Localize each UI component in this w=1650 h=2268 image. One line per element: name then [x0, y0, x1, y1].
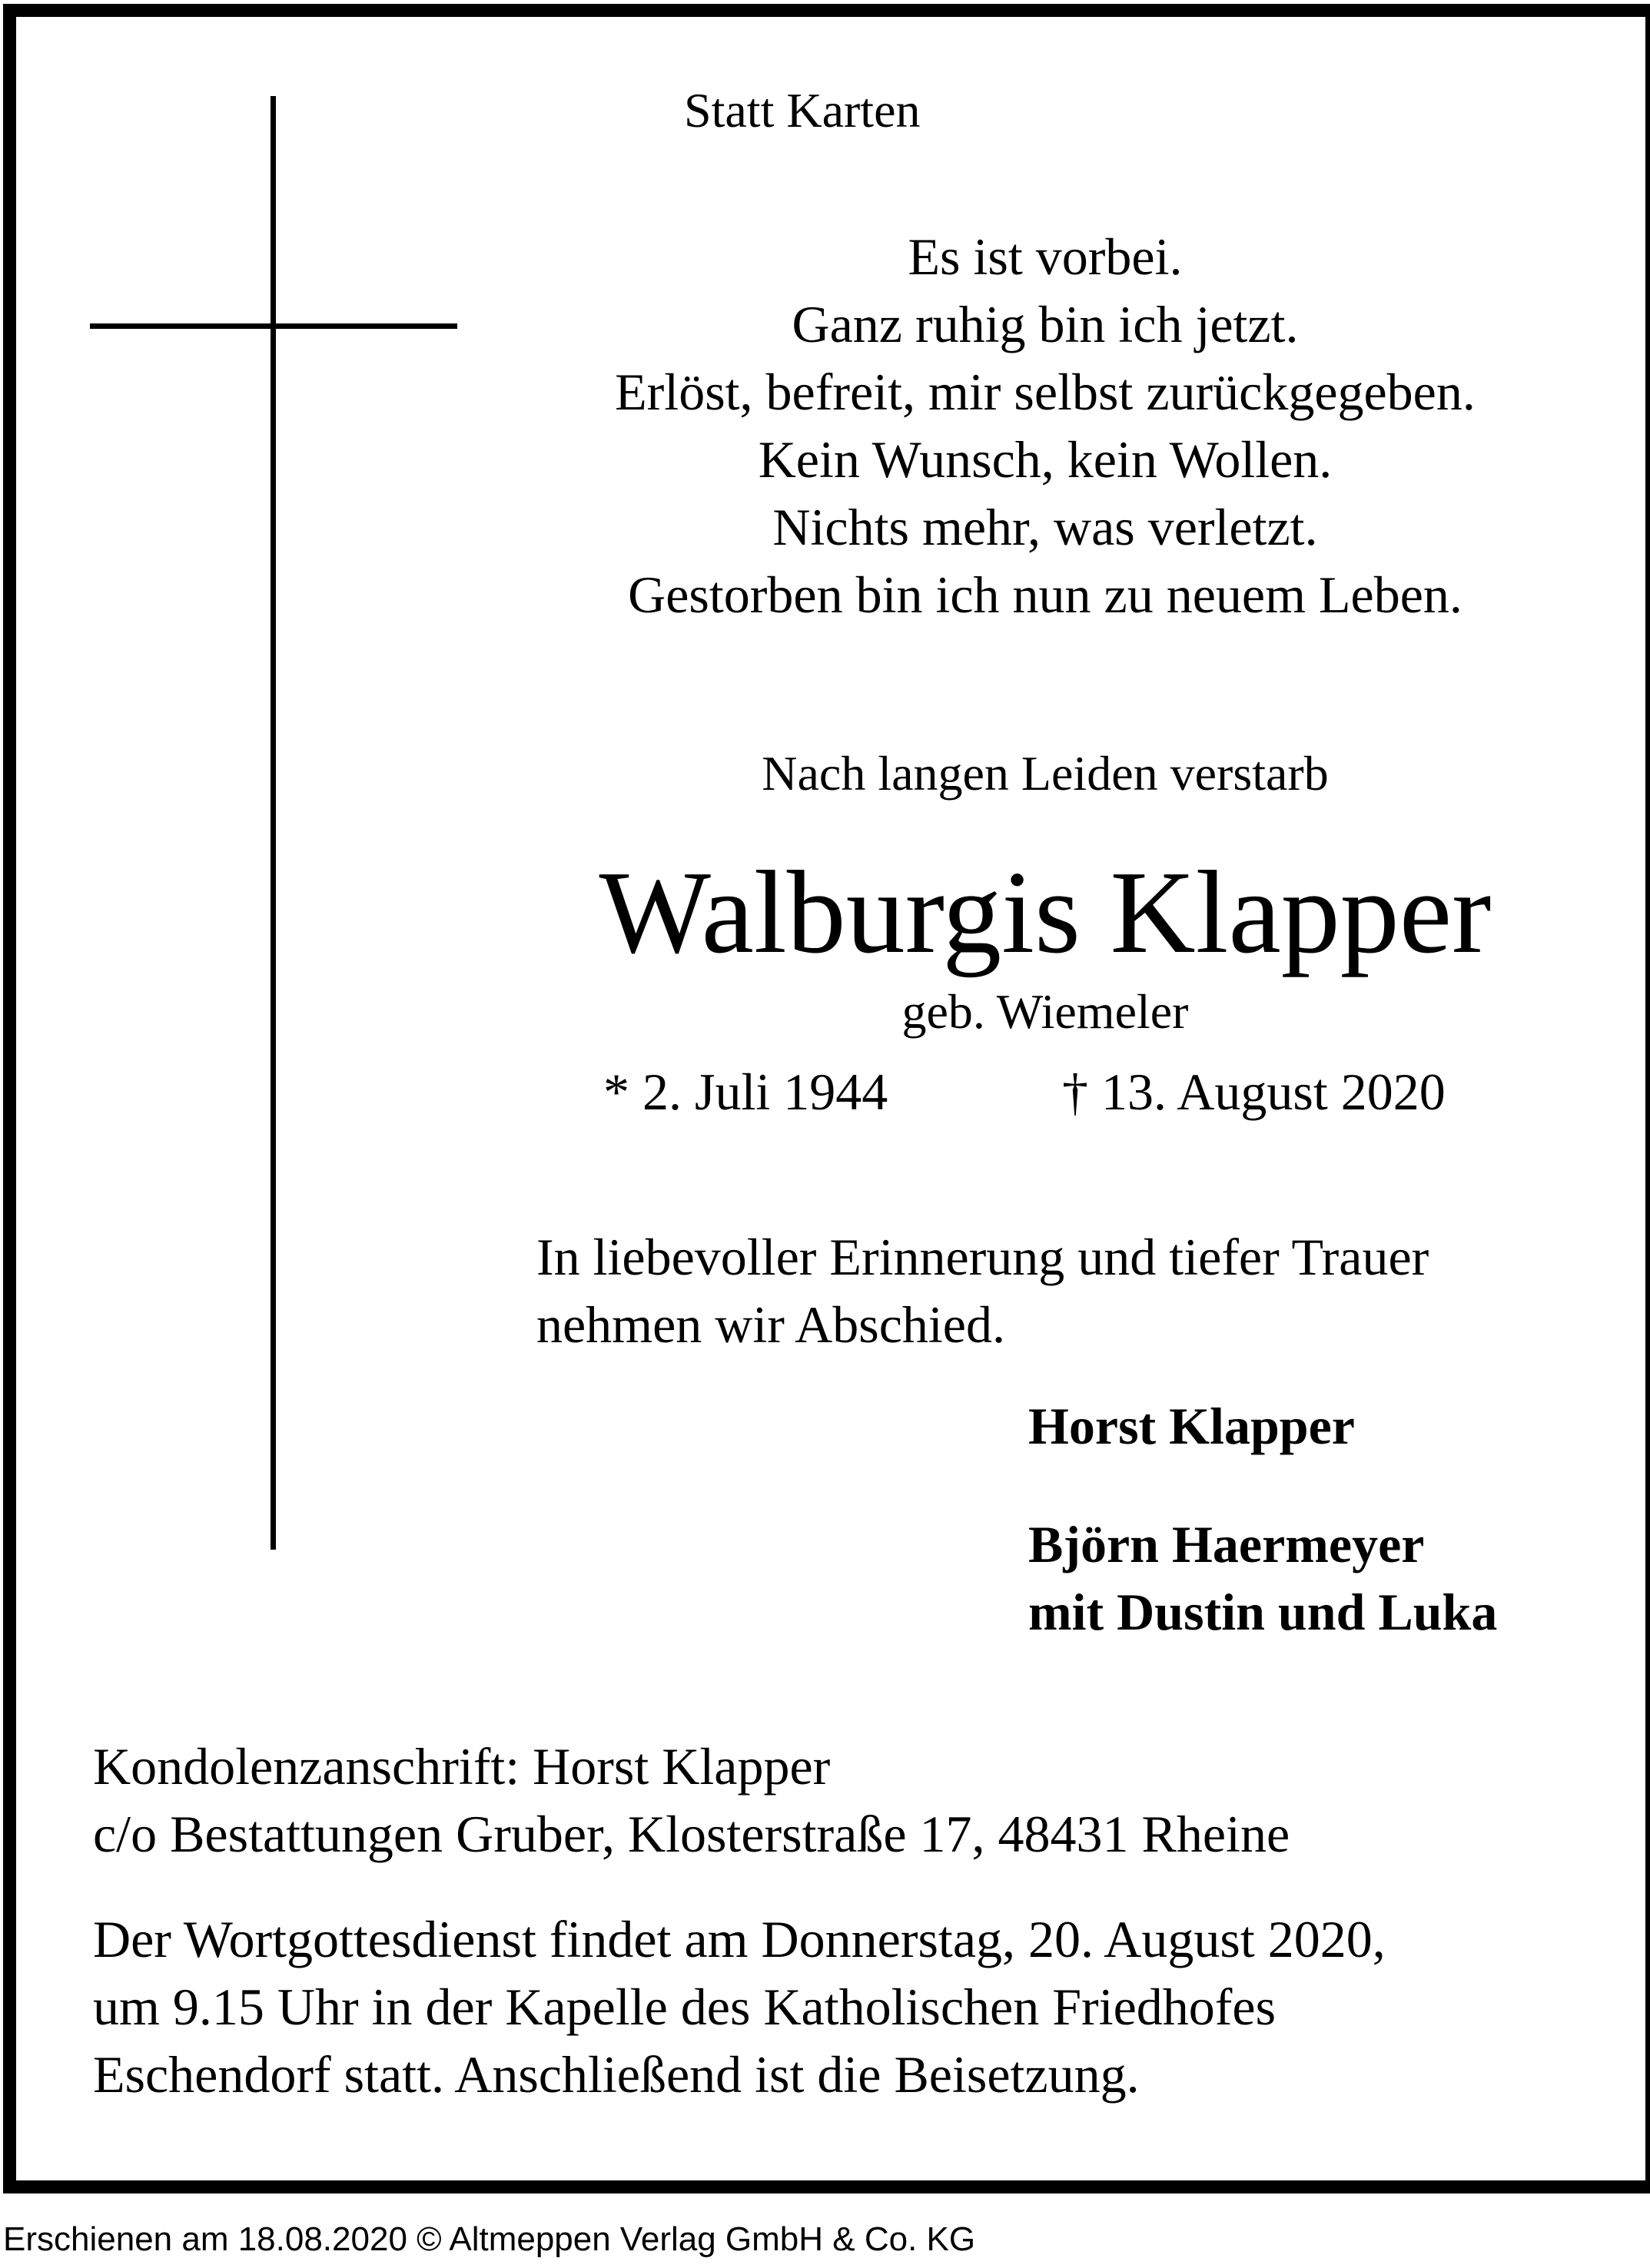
condolence-line: Kondolenzanschrift: Horst Klapper [93, 1737, 831, 1796]
service-line: Eschendorf statt. Anschließend ist die Beisetzung. [93, 2045, 1140, 2104]
cross-icon-vertical-bar [271, 96, 276, 1550]
deceased-name: Walburgis Klapper [599, 847, 1492, 978]
cross-icon-horizontal-bar [90, 323, 457, 329]
family-spacer [1028, 1460, 1497, 1510]
family-member: Horst Klapper [1028, 1397, 1355, 1455]
maiden-name: geb. Wiemeler [901, 984, 1189, 1039]
family-signatures [1028, 1392, 1497, 1646]
birth-date: * 2. Juli 1944 [603, 1063, 888, 1121]
poem-line: Erlöst, befreit, mir selbst zurückgegeben. [615, 363, 1476, 421]
family-member: mit Dustin und Luka [1028, 1583, 1498, 1641]
condolence-address [93, 1732, 1290, 1868]
death-announcement-intro: Nach langen Leiden verstarb [762, 746, 1329, 801]
death-date: † 13. August 2020 [1062, 1063, 1446, 1121]
poem-line: Es ist vorbei. [908, 227, 1183, 286]
statt-karten-heading: Statt Karten [684, 83, 921, 138]
poem-line: Ganz ruhig bin ich jetzt. [792, 295, 1299, 353]
poem [500, 223, 1591, 628]
memory-line: nehmen wir Abschied. [536, 1295, 1005, 1354]
service-line: Der Wortgottesdienst findet am Donnerstag, 20. August 2020, [93, 1910, 1386, 1968]
condolence-line: c/o Bestattungen Gruber, Klosterstraße 17, 48431 Rheine [93, 1805, 1290, 1863]
family-member: Björn Haermeyer [1028, 1515, 1425, 1573]
memory-line: In liebevoller Erinnerung und tiefer Trauer [536, 1228, 1429, 1286]
poem-line: Nichts mehr, was verletzt. [772, 498, 1318, 556]
service-details [93, 1905, 1386, 2108]
service-line: um 9.15 Uhr in der Kapelle des Katholischen Friedhofes [93, 1978, 1277, 2036]
poem-line: Kein Wunsch, kein Wollen. [758, 430, 1333, 489]
memory-text [536, 1223, 1429, 1358]
publication-footer: Erschienen am 18.08.2020 © Altmeppen Verlag GmbH & Co. KG [3, 2220, 976, 2258]
poem-line: Gestorben bin ich nun zu neuem Leben. [628, 565, 1462, 624]
